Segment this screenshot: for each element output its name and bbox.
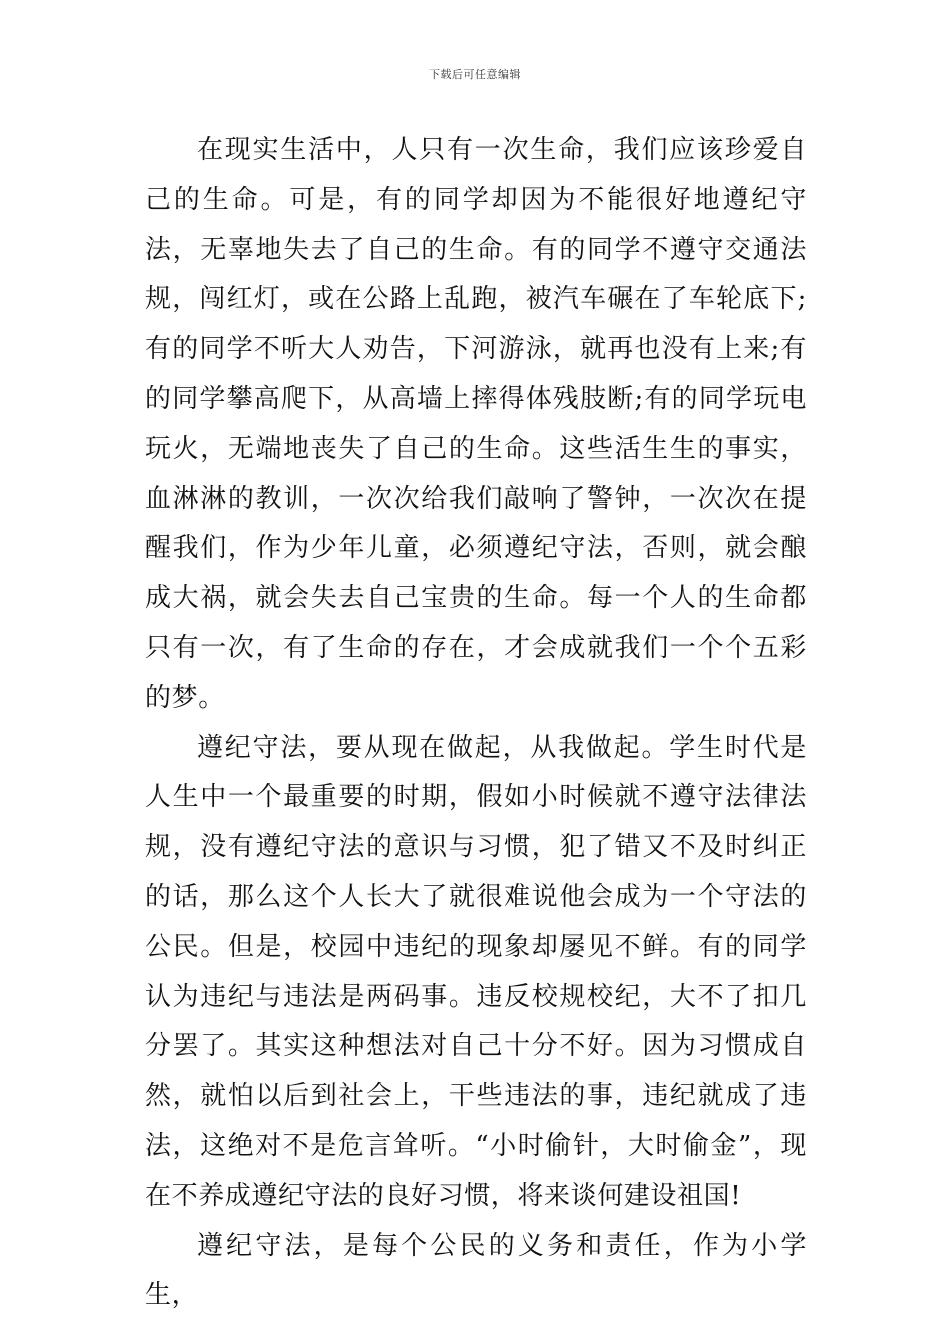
page-header: 下载后可任意编辑 xyxy=(429,68,521,81)
paragraph-3: 遵纪守法，是每个公民的义务和责任，作为小学生， xyxy=(145,1230,807,1311)
paragraph-1: 在现实生活中，人只有一次生命，我们应该珍爱自己的生命。可是，有的同学却因为不能很好地遵纪守法，无辜地失去了自己的生命。有的同学不遵守交通法规，闯红灯，或在公路上乱跑，被汽车碾在了车轮底下;有的同学不听大人劝告，下河游泳，就再也没有上来;有的同学攀高爬下，从高墙上摔得体残肢断;有的同学玩电玩火，无端地丧失了自己的生命。这些活生生的事实，血淋淋的教训，一次次给我们敲响了警钟，一次次在提醒我们，作为少年儿童，必须遵纪守法，否则，就会酿成大祸，就会失去自己宝贵的生命。每一个人的生命都只有一次，有了生命的存在，才会成就我们一个个五彩的梦。 xyxy=(145,135,807,713)
paragraph-2: 遵纪守法，要从现在做起，从我做起。学生时代是人生中一个最重要的时期，假如小时候就不遵守法律法规，没有遵纪守法的意识与习惯，犯了错又不及时纠正的话，那么这个人长大了就很难说他会成为一个守法的公民。但是，校园中违纪的现象却屡见不鲜。有的同学认为违纪与违法是两码事。违反校规校纪，大不了扣几分罢了。其实这种想法对自己十分不好。因为习惯成自然，就怕以后到社会上，干些违法的事，违纪就成了违法，这绝对不是危言耸听。“小时偷针，大时偷金”，现在不养成遵纪守法的良好习惯，将来谈何建设祖国! xyxy=(145,732,807,1211)
document-body xyxy=(145,126,807,1321)
